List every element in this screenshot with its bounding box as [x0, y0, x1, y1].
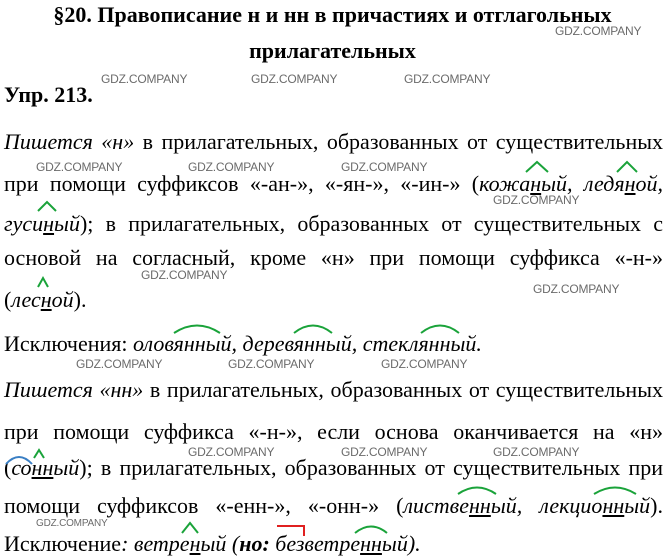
example-word: ледяной,	[572, 171, 664, 196]
example-word: кожаный,	[479, 171, 573, 196]
watermark: GDZ.COMPANY	[381, 357, 468, 371]
page-title: §20. Правописание н и нн в причастиях и отглагольных	[53, 2, 612, 27]
rule-line	[4, 418, 663, 446]
rule-line	[4, 376, 663, 404]
example-word: ветреный	[133, 531, 227, 556]
exceptions-label: Исключения:	[4, 331, 134, 356]
exception-label: Исключение	[4, 531, 122, 556]
watermark: GDZ.COMPANY	[341, 445, 428, 459]
rule-line	[4, 210, 663, 238]
watermark: GDZ.COMPANY	[493, 193, 580, 207]
example-word: лесной	[11, 287, 74, 312]
example-word: лекционный	[522, 493, 651, 518]
exception-line: Исключение: ветреный (но: безветренный).	[4, 531, 421, 556]
example-word: безветренный	[269, 531, 408, 556]
watermark: GDZ.COMPANY	[341, 160, 428, 174]
watermark: GDZ.COMPANY	[533, 282, 620, 296]
watermark: GDZ.COMPANY	[101, 72, 188, 86]
rule-text: при помощи суффикса «-н-», если основа оканчивается на «н»	[4, 419, 663, 444]
rule-heading: Пишется «нн»	[4, 377, 144, 402]
watermark: GDZ.COMPANY	[36, 518, 108, 529]
rule-heading: Пишется «н»	[4, 129, 135, 154]
watermark: GDZ.COMPANY	[228, 357, 315, 371]
rule-line: (сонный); в прилагательных, образованных от существительных при	[4, 455, 663, 480]
note-marker: но:	[239, 531, 270, 556]
rule-text: помощи суффиксов «-енн-», «-онн-» (	[4, 493, 404, 518]
watermark: GDZ.COMPANY	[493, 445, 580, 459]
rule-text: в прилагательных, образованных от существительных	[134, 129, 663, 154]
watermark: GDZ.COMPANY	[251, 72, 338, 86]
watermark: GDZ.COMPANY	[404, 72, 491, 86]
example-word: сонный	[11, 455, 80, 480]
rule-text: ); в прилагательных, образованных от существительных с	[79, 211, 663, 236]
watermark: GDZ.COMPANY	[141, 268, 228, 282]
rule-line	[4, 244, 663, 272]
rule-text: ); в прилагательных, образованных от существительных при	[79, 455, 663, 480]
rule-line	[4, 128, 663, 156]
watermark: GDZ.COMPANY	[188, 160, 275, 174]
exercise-number: Упр. 213.	[4, 82, 93, 107]
watermark: GDZ.COMPANY	[555, 24, 642, 38]
rule-line: помощи суффиксов «-енн-», «-онн-» (лиственный, лекционный).	[4, 493, 663, 518]
rule-text: при помощи суффиксов «-ан-», «-ян-», «-ин-» (	[4, 171, 480, 196]
watermark: GDZ.COMPANY	[76, 357, 163, 371]
exceptions-line	[4, 330, 663, 358]
rule-line: (лесной).	[4, 287, 87, 312]
example-word: лиственный,	[403, 493, 523, 518]
page-title-continued: прилагательных	[249, 38, 416, 63]
rule-text: в прилагательных, образованных от существительных	[143, 377, 663, 402]
watermark: GDZ.COMPANY	[188, 445, 275, 459]
rule-text: основой на согласный, кроме «н» при помощи суффикса «-н-»	[4, 245, 663, 270]
example-word: гусиный	[4, 211, 80, 236]
watermark: GDZ.COMPANY	[36, 160, 123, 174]
exception-words: оловянный, деревянный, стеклянный.	[133, 331, 482, 356]
